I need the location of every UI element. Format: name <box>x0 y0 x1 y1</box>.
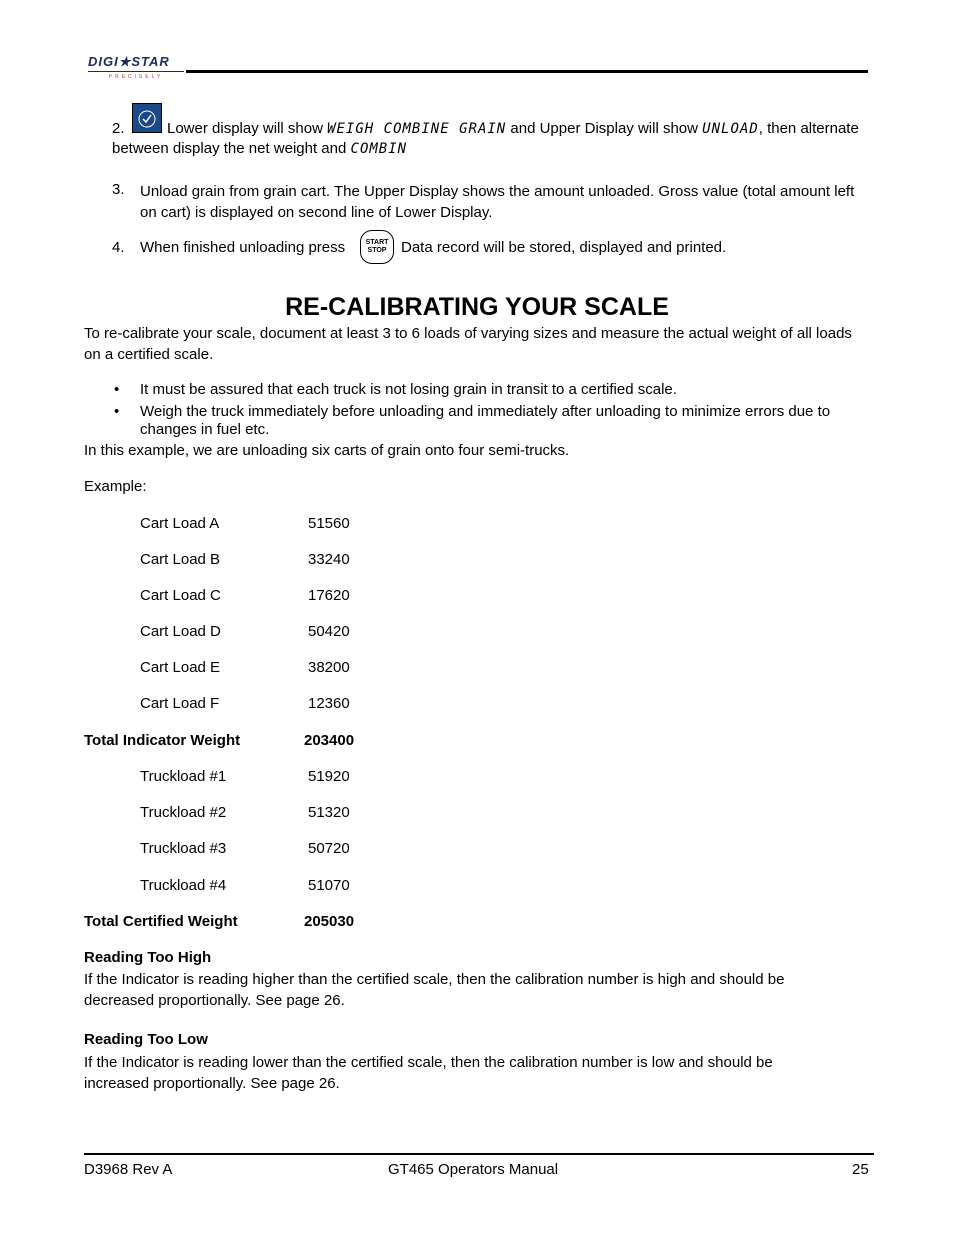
cart-load-label: Cart Load D <box>140 623 221 640</box>
step2-number: 2. <box>112 120 125 137</box>
cart-load-value: 38200 <box>308 659 350 676</box>
bullet-dot: • <box>114 403 120 420</box>
cart-load-value: 33240 <box>308 551 350 568</box>
reading-too-low-heading: Reading Too Low <box>84 1031 208 1048</box>
total-indicator-label: Total Indicator Weight <box>84 732 241 749</box>
cart-load-value: 17620 <box>308 587 350 604</box>
step2-between-text: between display the net weight and <box>112 140 347 157</box>
truckload-value: 51070 <box>308 877 350 894</box>
step4-press-text: When finished unloading press <box>140 239 346 256</box>
bullet-dot: • <box>114 381 120 398</box>
combine-button-icon <box>132 103 162 133</box>
truckload-value: 50720 <box>308 840 350 857</box>
start-stop-button-icon <box>360 230 394 264</box>
reading-too-low-text: If the Indicator is reading lower than the certified scale, then the calibration number is low and should be increased proportionally. See page 26. <box>84 1054 773 1092</box>
example-label: Example: <box>84 478 147 495</box>
step2-combine-display-value: COMBIN <box>350 141 408 157</box>
bullet-item: It must be assured that each truck is not losing grain in transit to a certified scale. <box>140 381 677 398</box>
truckload-label: Truckload #2 <box>140 804 227 821</box>
total-indicator-value: 203400 <box>304 732 355 749</box>
start-label: START <box>365 239 389 246</box>
step2-upper-display-value: UNLOAD <box>702 121 759 137</box>
cart-load-label: Cart Load F <box>140 695 220 712</box>
step2-text-2 <box>112 140 407 157</box>
total-certified-value: 205030 <box>304 913 355 930</box>
footer-rule <box>84 1153 874 1155</box>
cart-load-label: Cart Load E <box>140 659 221 676</box>
logo-main-text: DIGI★STAR <box>88 54 170 69</box>
logo-sub-text: PRECISELY <box>108 74 164 80</box>
stop-label: STOP <box>367 247 387 254</box>
checkmark-icon <box>133 104 161 132</box>
section-title: RE-CALIBRATING YOUR SCALE <box>285 293 669 321</box>
step4-number: 4. <box>112 239 125 256</box>
step4-result-text: Data record will be stored, displayed and printed. <box>401 239 727 256</box>
section-intro: To re-calibrate your scale, document at least 3 to 6 loads of varying sizes and measure the actual weight of all loads on a certified scale. <box>84 325 852 363</box>
cart-load-label: Cart Load A <box>140 515 220 532</box>
header-rule <box>186 70 868 73</box>
truckload-value: 51920 <box>308 768 350 785</box>
truckload-value: 51320 <box>308 804 350 821</box>
footer-doc-id: D3968 Rev A <box>84 1161 173 1178</box>
cart-load-value: 12360 <box>308 695 350 712</box>
step2-lower-display-label: Lower display will show <box>167 120 323 137</box>
step2-upper-display-label: and Upper Display will show <box>510 120 698 137</box>
truckload-label: Truckload #4 <box>140 877 227 894</box>
footer-page-number: 25 <box>852 1161 869 1178</box>
cart-load-value: 51560 <box>308 515 350 532</box>
reading-too-high-heading: Reading Too High <box>84 949 212 966</box>
footer-manual-title: GT465 Operators Manual <box>388 1161 559 1178</box>
step2-alternate-text: , then alternate <box>758 120 859 137</box>
cart-load-value: 50420 <box>308 623 350 640</box>
cart-load-label: Cart Load C <box>140 587 221 604</box>
truckload-label: Truckload #3 <box>140 840 227 857</box>
truckload-label: Truckload #1 <box>140 768 227 785</box>
step3-number: 3. <box>112 181 125 198</box>
reading-too-high-text: If the Indicator is reading higher than the certified scale, then the calibration number is high and should be decreased proportionally. See page 26. <box>84 971 785 1009</box>
cart-load-label: Cart Load B <box>140 551 221 568</box>
step3-text: Unload grain from grain cart. The Upper Display shows the amount unloaded. Gross value (total amount left on cart) is displayed on second line of Lower Display. <box>140 183 855 221</box>
bullet-item: Weigh the truck immediately before unloading and immediately after unloading to minimize errors due to changes in fuel etc. <box>140 403 831 438</box>
logo-underline <box>88 71 184 72</box>
step2-text-1 <box>167 120 859 137</box>
step2-lower-display-value: WEIGH COMBINE GRAIN <box>327 121 507 137</box>
example-intro: In this example, we are unloading six carts of grain onto four semi-trucks. <box>84 442 570 459</box>
total-certified-label: Total Certified Weight <box>84 913 238 930</box>
logo <box>88 54 184 80</box>
